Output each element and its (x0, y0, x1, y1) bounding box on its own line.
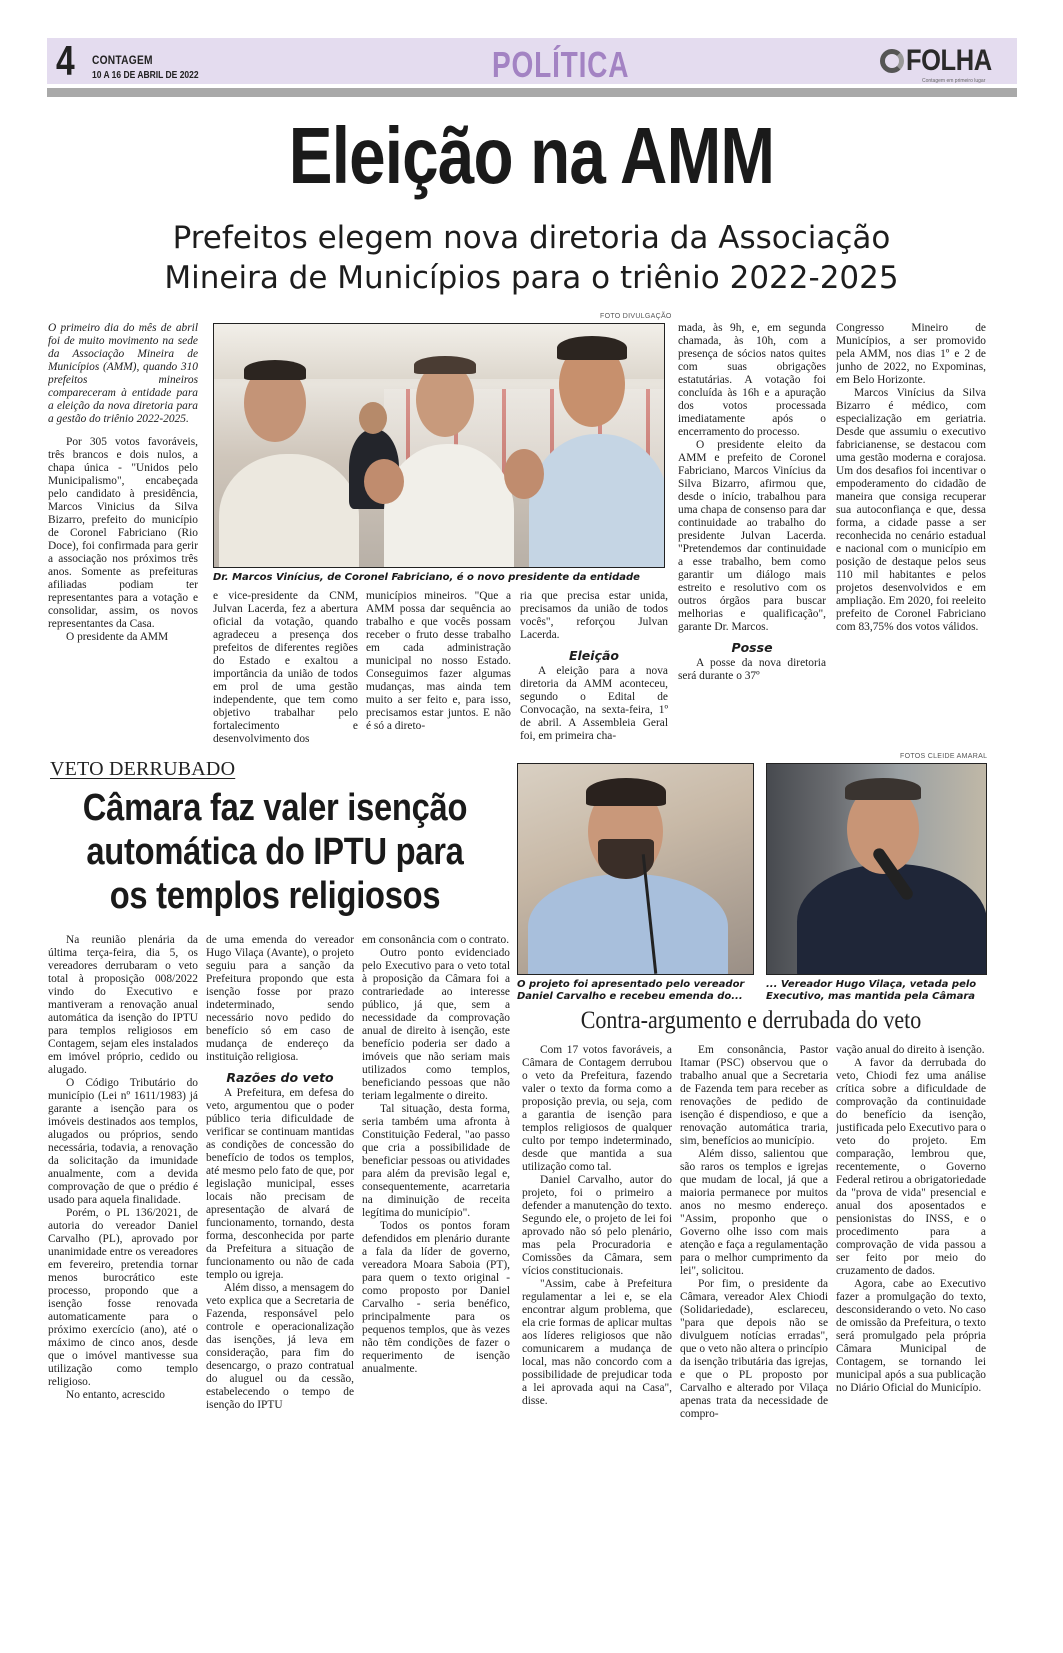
article1-paragraph: mada, às 9h, e, em segunda chamada, às 10h, com a presença de sócios natos quites com suas obrigações estatutárias. A votação foi concluída às 16h e a apuração dos votos processada imediatamente após o encerramento do processo. (678, 322, 826, 438)
photo-person-center (384, 444, 514, 568)
article2-paragraph: Todos os pontos foram defendidos em plenário durante a fala da líder de governo, vereadora Moara Saboia (PT), para quem o texto original - como proposto por Daniel Carvalho - seria benéfico, principalmente para os pequenos templos, que às vezes não têm condições de fazer o requerimento de isenção anualmente. (362, 1220, 510, 1375)
subtitle-posse: Posse (731, 640, 773, 655)
logo-text: FOLHA (906, 44, 992, 77)
photo-hands-right (504, 449, 544, 499)
article2-paragraph: No entanto, acrescido (66, 1389, 165, 1401)
hugo-vilaca-photo (766, 763, 987, 975)
photo-hands-left (364, 459, 404, 504)
photo-caption-left: O projeto foi apresentado pelo vereador Daniel Carvalho e recebeu emenda do... (517, 979, 745, 1002)
amm-election-photo (213, 323, 665, 568)
article2-paragraph: A Prefeitura, em defesa do veto, argumentou que o poder público teria dificuldade de verificar se continuam mantidas as condições de concessão do benefício de todos os templos, até mesmo pelo fato de que, por legislação municipal, esses locais não precisam de apresentação de alvará de funcionamento, tornando, desta forma, desconhecida por parte da Prefeitura a situação de funcionamento ou não de cada templo ou igreja. (206, 1087, 354, 1281)
photo-daniel-body (528, 874, 728, 975)
article2-paragraph: Além disso, a mensagem do veto explica que a Secretaria de Fazenda, responsável pelo controle e operacionalização das isenções, já leva em consideração, para fim do desencargo, o prazo contratual do aluguel ou da cessão, estabelecendo o tempo de isenção do IPTU (206, 1282, 354, 1411)
subhead-line-2: Mineira de Municípios para o triênio 2022-2025 (164, 260, 899, 296)
photo-credit: FOTO DIVULGAÇÃO (600, 313, 672, 320)
article1-paragraph: A eleição para a nova diretoria da AMM aconteceu, segundo o Edital de Convocação, na sexta-feira, 1º de abril. A Assembleia Geral foi, em primeira cha- (520, 665, 668, 742)
issue-date: 10 A 16 DE ABRIL DE 2022 (92, 70, 199, 81)
city-label: CONTAGEM (92, 53, 153, 67)
article1-paragraph: e vice-presidente da CNM, Julvan Lacerda, fez a abertura oficial da votação, quando agradeceu a presença dos prefeitos de diferentes regiões do Estado e exaltou a importância da união de todos em prol de uma gestão independente, que tem como objetivo trabalhar pelo fortalecimento e desenvolvimento dos (213, 590, 358, 745)
article2-headline-line-2: automática do IPTU para (86, 831, 464, 873)
article2-headline-line-3: os templos religiosos (109, 875, 441, 917)
section-title: POLÍTICA (492, 44, 630, 85)
article2-paragraph: "Assim, cabe à Prefeitura regulamentar a lei e, se ela encontrar algum problema, que ela crie formas de aplicar multas aos líderes religiosos que não comunicarem a mudança de local, mas não concordo com a possibilidade de prejudicar toda a lei aprovada aqui na Casa", disse. (522, 1278, 672, 1407)
article2-paragraph: A favor da derrubada do veto, Chiodi fez uma análise crítica sobre a dificuldade de comprovação da continuidade do benefício da isenção, justificada pelo Executivo para o veto do projeto. Em comparação, lembrou que, recentemente, o Governo Federal retirou a obrigatoriedade da "prova de vida" presencial e anual dos aposentados e pensionistas do INSS, e o procedimento para a comprovação de vida passou a ser feito por meio do cruzamento de dados. (836, 1057, 986, 1277)
article1-lede: O primeiro dia do mês de abril foi de muito movimento na sede da Associação Mineira de Municípios (AMM), quando 310 prefeitos mineiros compareceram à entidade para a eleição da nova diretoria para a gestão do triênio 2022-2025. (48, 322, 198, 425)
article2-paragraph: Por fim, o presidente da Câmara, vereador Alex Chiodi (Solidariedade), esclareceu, "para que depois não se divulguem notícias erradas", que o veto não altera o princípio da isenção tributária das igrejas, e que o PL proposto por Carvalho e alterado por Vilaça apenas trata da necessidade de compro- (680, 1278, 828, 1420)
main-headline: Eleição na AMM (288, 111, 775, 200)
photo-person-right-hair (557, 336, 627, 360)
main-subheadline (0, 218, 1063, 298)
article2-column-1 (48, 934, 198, 1646)
subhead-line-1: Prefeitos elegem nova diretoria da Associação (172, 220, 891, 256)
article2-column-6 (836, 1044, 986, 1646)
article2-column-3 (362, 934, 510, 1646)
article2-column-4 (522, 1044, 672, 1646)
logo-tagline: Contagem em primeiro lugar (922, 78, 986, 84)
article2-paragraph: vação anual do direito à isenção. (836, 1044, 985, 1056)
article2-kicker: VETO DERRUBADO (50, 758, 236, 780)
article2-column-5 (680, 1044, 828, 1646)
subtitle-razoes-do-veto: Razões do veto (226, 1070, 334, 1085)
article2-column-2 (206, 934, 354, 1646)
photo-daniel-hair (586, 778, 666, 806)
photo-person-left (219, 454, 359, 568)
subtitle-eleicao: Eleição (568, 648, 620, 663)
article1-paragraph: ria que precisa estar unida, precisamos da união de todos vocês", reforçou Julvan Lacerda. (520, 590, 668, 641)
article1-paragraph: municípios mineiros. "Que a AMM possa dar sequência ao trabalho e que vocês possam receber o fruto desse trabalho em cada administração municipal no nosso Estado. Conseguimos fazer algumas mudanças, mas ainda tem muito a ser feito e, para isso, precisamos estar juntos. E não é só a direto- (366, 590, 511, 732)
article1-paragraph: Marcos Vinícius da Silva Bizarro é médico, com especialização em geriatria. Desde que assumiu o executivo fabricianense, se destacou com uma gestão moderna e corajosa. Um dos desafios foi incentivar o empoderamento do cidadão de maneira que consiga recuperar sua autoconfiança e que, dessa forma, a cidade passe a ser reconhecida no cenário estadual e nacional com o município em posição de destaque pelos seus 110 mil habitantes e pelos projetos desenvolvidos e em ampliação. Em 2020, foi reeleito prefeito de Coronel Fabriciano com 83,75% dos votos válidos. (836, 387, 986, 633)
article2-paragraph: Agora, cabe ao Executivo fazer a promulgação do texto, desconsiderando o veto. No caso de omissão da Prefeitura, o texto será promulgado pela própria Câmara Municipal de Contagem, se tornando lei municipal após a sua publicação no Diário Oficial do Município. (836, 1278, 986, 1394)
article2-paragraph: Com 17 votos favoráveis, a Câmara de Contagem derrubou o veto da Prefeitura, fazendo valer o texto da forma como a proposição previa, ou seja, com a garantia de isenção para templos religiosos de qualquer culto por tempo indeterminado, desde que mantida a sua utilização como tal. (522, 1044, 672, 1173)
article1-paragraph: O presidente da AMM (66, 631, 169, 643)
photo-hugo-hair (845, 778, 921, 800)
article2-paragraph: Em consonância, Pastor Itamar (PSC) observou que o trabalho anual que a Secretaria de Fazenda tem para receber as renovações de pedido de isenção é dispendioso, e que a renovação automática traria, sim, benefícios ao município. (680, 1044, 828, 1147)
logo-ring-icon (880, 49, 904, 73)
article2-paragraph: Na reunião plenária da última terça-feira, dia 5, os vereadores derrubaram o veto total à proposição 008/2022 vindo do Executivo e mantiveram a renovação anual automática da isenção do IPTU para templos religiosos em Contagem, sejam eles instalados em imóvel próprio, cedido ou alugado. (48, 934, 198, 1076)
article2-paragraph: Outro ponto evidenciado pelo Executivo para o veto total à proposição da Câmara foi a contrariedade ao interesse público, já que, sem a necessidade da comprovação anual de direito à isenção, este benefício poderia ser dado a imóveis que não seriam mais utilizados como templos, beneficiando pessoas que não teriam legalmente o direito. (362, 947, 510, 1102)
article1-lede-column (48, 322, 198, 752)
article2-paragraph: Daniel Carvalho, autor do projeto, foi o primeiro a defender a manutenção do texto. Segundo ele, o projeto de lei foi aprovado não só pelo plenário, mas pela Procuradoria e Comissões da Câmara, sem vícios constitucionais. (522, 1174, 672, 1277)
article1-column-3 (366, 590, 511, 752)
page-number: 4 (56, 37, 75, 84)
article1-paragraph: O presidente eleito da AMM e prefeito de Coronel Fabriciano, Marcos Vinícius da Silva Bizarro, afirmou que, desde o início, trabalhou para uma chapa de consenso para dar continuidade ao trabalho do presidente Julvan Lacerda. "Pretendemos dar continuidade a esse trabalho, bem como garantir um diálogo mais estreito e resolutivo com os outros órgãos para buscar melhorias e qualificação", garante Dr. Marcos. (678, 439, 826, 633)
photo-person-center-hair (414, 356, 476, 374)
article2-paragraph: O Código Tributário do município (Lei nº 1611/1983) já garante a isenção para os imóveis destinados aos templos, alugados ou próprios, sendo necessária, todavia, a renovação da solicitação da imunidade anualmente, com a devida comprovação de que o prédio é usado para aquela finalidade. (48, 1077, 198, 1206)
article2-paragraph: Tal situação, desta forma, seria também uma afronta à Constituição Federal, "ao passo que cria a possibilidade de beneficiar pessoas ou atividades para além da previsão legal e, consequentemente, acarretaria na diminuição de receita legítima do município". (362, 1103, 510, 1219)
masthead-divider (47, 88, 1017, 97)
article2-headline-line-1: Câmara faz valer isenção (82, 787, 468, 829)
article2-paragraph: Porém, o PL 136/2021, de autoria do vereador Daniel Carvalho (PL), aprovado por unanimidade entre os vereadores em fevereiro, pretendia tornar menos burocrático este processo, propondo que a isenção fosse renovada automaticamente para o próximo exercício (ano), até o máximo de cinco anos, desde que o imóvel mantivesse sua utilização como templo religioso. (48, 1207, 198, 1388)
photo-person-right (529, 434, 665, 568)
photo-credit-2: FOTOS CLEIDE AMARAL (900, 753, 988, 760)
article1-column-2 (213, 590, 358, 752)
article2-headline (73, 786, 477, 918)
photo-caption-right: ... Vereador Hugo Vilaça, vetada pelo Executivo, mas mantida pela Câmara (766, 979, 977, 1002)
article1-column-4 (520, 590, 668, 752)
article1-paragraph: A posse da nova diretoria será durante o 37º (678, 657, 826, 682)
article1-column-5 (678, 322, 826, 752)
photo-person-background-head (359, 402, 387, 434)
article2-paragraph: Além disso, salientou que são raros os templos e igrejas que mudam de local, já que a maioria permanece por muitos anos no mesmo endereço. "Assim, proponho que o Governo olhe isso com mais atenção e faça a regulamentação para o melhor cumprimento da lei", solicitou. (680, 1148, 828, 1277)
newspaper-logo (880, 45, 1007, 77)
article1-column-6 (836, 322, 986, 752)
article2-paragraph: de uma emenda do vereador Hugo Vilaça (Avante), o projeto seguiu para a sanção da Prefeitura propondo que esta isenção fosse por prazo indeterminado, sendo necessário novo pedido do benefício só em caso de mudança de endereço da instituição religiosa. (206, 934, 354, 1063)
photo-caption: Dr. Marcos Vinícius, de Coronel Fabriciano, é o novo presidente da entidade (213, 572, 640, 583)
article1-paragraph: Congresso Mineiro de Municípios, a ser promovido pela AMM, nos dias 1º e 2 de junho de 2022, no Expominas, em Belo Horizonte. (836, 322, 986, 386)
article2-paragraph: em consonância com o contrato. (362, 934, 510, 946)
sidebar-headline: Contra-argumento e derrubada do veto (580, 1007, 922, 1034)
photo-person-left-hair (244, 360, 306, 380)
daniel-carvalho-photo (517, 763, 754, 975)
article1-paragraph: Por 305 votos favoráveis, três brancos e dois nulos, a chapa única - "Unidos pelo Municipalismo", encabeçada pelo candidato à presidência, Marcos Vinicius da Silva Bizarro, prefeito do município de Coronel Fabriciano (Rio Doce), foi confirmada para gerir a associação nos próximos três anos. Somente as prefeituras afiliadas podiam ter representantes para a votação e consolidar, assim, os novos representantes da Casa. (48, 436, 198, 630)
